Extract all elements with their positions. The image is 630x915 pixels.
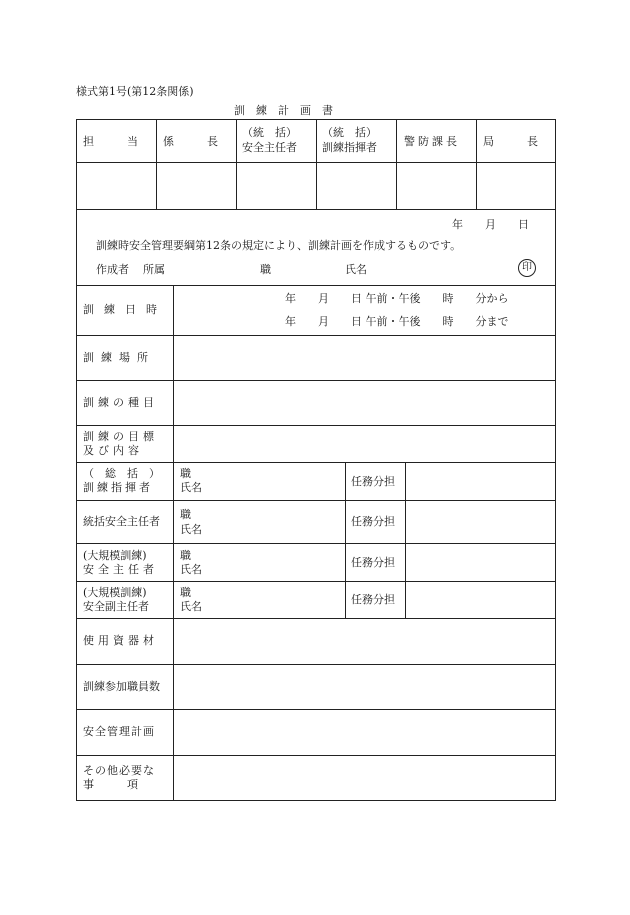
label-commander-2: 訓練指揮者 <box>83 481 153 494</box>
statement-text: 訓練時安全管理要綱第12条の規定により、訓練計画を作成するものです。 <box>96 239 462 252</box>
safety-vice-duty-label: 任務分担 <box>351 593 395 606</box>
supervisor-post-label: 職 <box>180 508 191 521</box>
form-title: 訓 練 計 画 書 <box>234 104 333 117</box>
seal-box-kakaricho[interactable] <box>157 163 236 209</box>
seal-mark: 印 <box>518 259 536 277</box>
name-label: 氏名 <box>345 263 367 276</box>
label-safety-chief-1: (大規模訓練) <box>83 549 147 562</box>
safety-vice-post-label: 職 <box>180 586 191 599</box>
datetime-to[interactable]: 年 月 日 午前・午後 時 分まで <box>285 315 509 328</box>
label-safety-vice-1: (大規模訓練) <box>83 586 147 599</box>
safety-chief-name-label: 氏名 <box>180 563 202 576</box>
label-commander-1: （ 総 括 ） <box>83 467 160 480</box>
field-safety-plan[interactable] <box>174 710 555 755</box>
label-other-1: その他必要な <box>83 764 155 777</box>
post-label: 職 <box>260 263 271 276</box>
approval-label-keibo: 警防課長 <box>404 135 460 148</box>
field-other[interactable] <box>174 756 555 800</box>
label-equipment: 使用資器材 <box>83 634 158 647</box>
label-safety-vice-2: 安全副主任者 <box>83 600 149 613</box>
approval-label-tokatsu-2: （統 括） <box>322 126 377 139</box>
supervisor-name-label: 氏名 <box>180 523 202 536</box>
label-staff-count: 訓練参加職員数 <box>83 680 160 693</box>
field-type[interactable] <box>174 381 555 425</box>
commander-name-label: 氏名 <box>180 481 202 494</box>
approval-label-commander: 訓練指揮者 <box>322 141 377 154</box>
label-purpose-1: 訓練の目標 <box>83 430 158 443</box>
approval-label-safety-chief: 安全主任者 <box>242 141 297 154</box>
field-purpose[interactable] <box>174 426 555 462</box>
label-safety-chief-2: 安全主任者 <box>83 563 158 576</box>
seal-box-keibo[interactable] <box>397 163 476 209</box>
dept-label: 所属 <box>143 263 165 276</box>
seal-box-safety-chief[interactable] <box>237 163 316 209</box>
label-datetime: 訓練日時 <box>83 303 167 316</box>
field-staff-count[interactable] <box>174 665 555 709</box>
field-place[interactable] <box>174 336 555 380</box>
safety-vice-name-label: 氏名 <box>180 600 202 613</box>
label-place: 訓練場所 <box>83 351 155 364</box>
statement-date: 年 月 日 <box>452 218 529 231</box>
label-purpose-2: 及び内容 <box>83 444 143 457</box>
label-other-2: 事 項 <box>83 778 138 791</box>
field-equipment[interactable] <box>174 619 555 664</box>
seal-box-tanto[interactable] <box>77 163 156 209</box>
label-supervisor: 統括安全主任者 <box>83 515 160 528</box>
safety-chief-post-label: 職 <box>180 549 191 562</box>
datetime-from[interactable]: 年 月 日 午前・午後 時 分から <box>285 292 509 305</box>
commander-duty-label: 任務分担 <box>351 475 395 488</box>
label-type: 訓練の種目 <box>83 396 158 409</box>
approval-label-tokatsu-1: （統 括） <box>242 126 297 139</box>
approval-label-kyokucho: 局 長 <box>483 135 538 148</box>
seal-box-commander[interactable] <box>317 163 396 209</box>
commander-post-label: 職 <box>180 467 191 480</box>
seal-box-kyokucho[interactable] <box>477 163 555 209</box>
approval-label-kakaricho: 係 長 <box>163 135 218 148</box>
approval-label-tanto: 担 当 <box>83 135 138 148</box>
author-label: 作成者 <box>96 263 129 276</box>
form-number: 様式第1号(第12条関係) <box>76 85 194 98</box>
label-safety-plan: 安全管理計画 <box>83 725 155 738</box>
supervisor-duty-label: 任務分担 <box>351 515 395 528</box>
safety-chief-duty-label: 任務分担 <box>351 556 395 569</box>
